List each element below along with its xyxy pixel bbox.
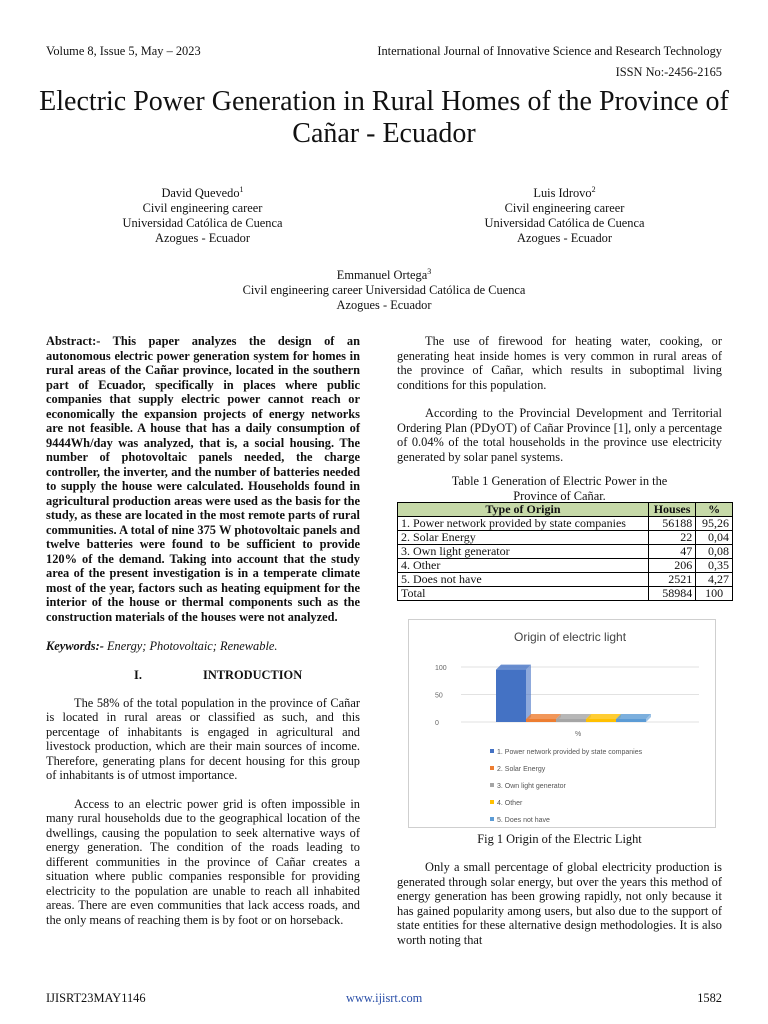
author-name: Luis Idrovo [533,186,592,201]
chart-legend-item [490,800,523,807]
chart-y-tick-label: 100 [435,665,447,672]
chart-legend-label: 5. Does not have [497,817,550,824]
paragraph: The 58% of the total population in the province of Cañar is located in rural areas or classified as such, and this percentage of inhabitants is engaged in agricultural and livestock production, which are their main sources of income. Therefore, generating plans for decent housing for this group of inhabitants is of utmost importance. [46,695,360,782]
table-row: Total 58984 100 [398,587,733,601]
chart-legend-swatch [490,817,494,821]
section-title: INTRODUCTION [203,667,303,682]
origin-table [397,502,733,601]
right-column-bottom [397,860,722,947]
table-row: 3. Own light generator 47 0,08 [398,545,733,559]
footer-website-link[interactable]: www.ijisrt.com [346,991,423,1005]
issn: ISSN No:-2456-2165 [615,65,722,79]
chart-legend-swatch [490,766,494,770]
chart-bar [526,714,561,722]
paragraph: According to the Provincial Development and Territorial Ordering Plan (PDyOT) of Cañar Province [1], only a percentage of 0.04% of the total households in the province use electricity generated by solar panel systems. [397,406,722,464]
author-dept: Civil engineering career [142,201,263,216]
chart-legend-label: 2. Solar Energy [497,766,546,773]
author-block-1: David Quevedo$^1$ Civil engineering career Universidad Católica de Cuenca Azogues - Ecuador [100,182,305,246]
table-row: 5. Does not have 2521 4,27 [398,573,733,587]
chart-legend-item [490,749,643,756]
chart-legend-label: 3. Own light generator [497,783,566,790]
left-column [46,334,360,927]
chart-bar [586,714,621,722]
chart-legend-label: 1. Power network provided by state companies [497,749,643,756]
journal-name: International Journal of Innovative Science and Research Technology [377,44,722,58]
section-number: I. [134,667,142,682]
table-row: 2. Solar Energy 22 0,04 [398,531,733,545]
author-city: Azogues - Ecuador [155,231,250,246]
chart-bar [616,714,651,722]
paper-title: Electric Power Generation in Rural Homes of the Province of Cañar - Ecuador [39,86,729,149]
right-column-top [397,334,722,464]
chart-legend-label: 4. Other [497,800,523,807]
table-header-row [398,503,733,517]
author-city: Azogues - Ecuador [336,298,432,313]
author-affiliation: Civil engineering career Universidad Católica de Cuenca [242,283,526,298]
keywords: Keywords:- Energy; Photovoltaic; Renewable. [46,639,278,653]
chart-title: Origin of electric light [514,630,627,644]
author-name: Emmanuel Ortega [336,268,428,283]
chart-legend-swatch [490,783,494,787]
author-city: Azogues - Ecuador [517,231,612,246]
table-header: % [696,503,733,517]
chart-legend-item [490,783,567,790]
chart-legend-item [490,817,550,824]
chart-legend-item [490,766,546,773]
chart-bar [496,665,531,722]
table-header: Type of Origin [398,503,649,517]
paragraph: Access to an electric power grid is often impossible in many rural households due to the geographical location of the dwellings, causing the population to seek alternative ways of energy generation. The condition of the roads leading to different communities in the province of Cañar creates a situation where public companies responsible for providing electricity to the population are unable to reach all inhabited areas. There are even communities that lack access roads, and the only means of reaching them is by foot or on horseback. [46,796,360,927]
section-heading [46,668,360,683]
chart-legend-swatch [490,800,494,804]
chart-y-tick-label: 0 [435,720,439,727]
chart-bar [556,714,591,722]
table-row: 4. Other 206 0,35 [398,559,733,573]
footer-paper-id: IJISRT23MAY1146 [46,991,146,1005]
author-name: David Quevedo [161,186,240,201]
paragraph: The use of firewood for heating water, cooking, or generating heat inside homes is very common in rural areas of the province of Cañar, which results in suboptimal living conditions for this population. [397,334,722,392]
table-header: Houses [648,503,695,517]
origin-chart [409,620,715,827]
author-univ: Universidad Católica de Cuenca [122,216,283,231]
footer-page-number: 1582 [697,991,722,1005]
chart-x-label: % [575,731,582,738]
table-caption: Table 1 Generation of Electric Power in the Province of Cañar. [451,474,668,503]
author-block-2: Luis Idrovo$^2$ Civil engineering career Universidad Católica de Cuenca Azogues - Ecuador [462,182,667,246]
table-row: 1. Power network provided by state companies 56188 95,26 [398,517,733,531]
author-univ: Universidad Católica de Cuenca [484,216,645,231]
chart-legend-swatch [490,749,494,753]
paragraph: Only a small percentage of global electricity production is generated through solar energy, but over the years this method of energy generation has been growing rapidly, not only because it has gained popularity among users, but also due to the support of state entities for these alternative design methodologies. It is also worth noting that [397,860,722,947]
author-block-3: Emmanuel Ortega$^3$ Civil engineering career Universidad Católica de Cuenca Azogues - Ecuador [184,264,584,313]
chart-y-tick-label: 50 [435,692,443,700]
figure-caption: Fig 1 Origin of the Electric Light [477,832,642,846]
author-dept: Civil engineering career [504,201,625,216]
chart-frame [408,619,716,828]
volume-info: Volume 8, Issue 5, May – 2023 [46,44,201,58]
abstract: Abstract:- This paper analyzes the design of an autonomous electric power generation system for homes in rural areas of the Cañar province, located in the southern part of Ecuador, specifically in places where public companies that supply electric power cannot reach or economically the expansion projects of energy networks are not feasible. A house that has a daily consumption of 9444Wh/day was analyzed, that is, a social housing. The number of photovoltaic panels needed, the charge controller, the inverter, and the number of batteries needed to supply the house were calculated. Households found in agricultural production areas were used as the basis for the study, as these are located in the most remote parts of rural communities. A total of nine 375 W photovoltaic panels and twelve batteries were found to be sufficient to provide 120% of the demand. Taking into account that the study area of the present investigation is in a temperate climate most of the year, factors such as heating equipment for the interior of the house or thermal components such as the construction materials of the houses were not analyzed. [46,334,360,624]
